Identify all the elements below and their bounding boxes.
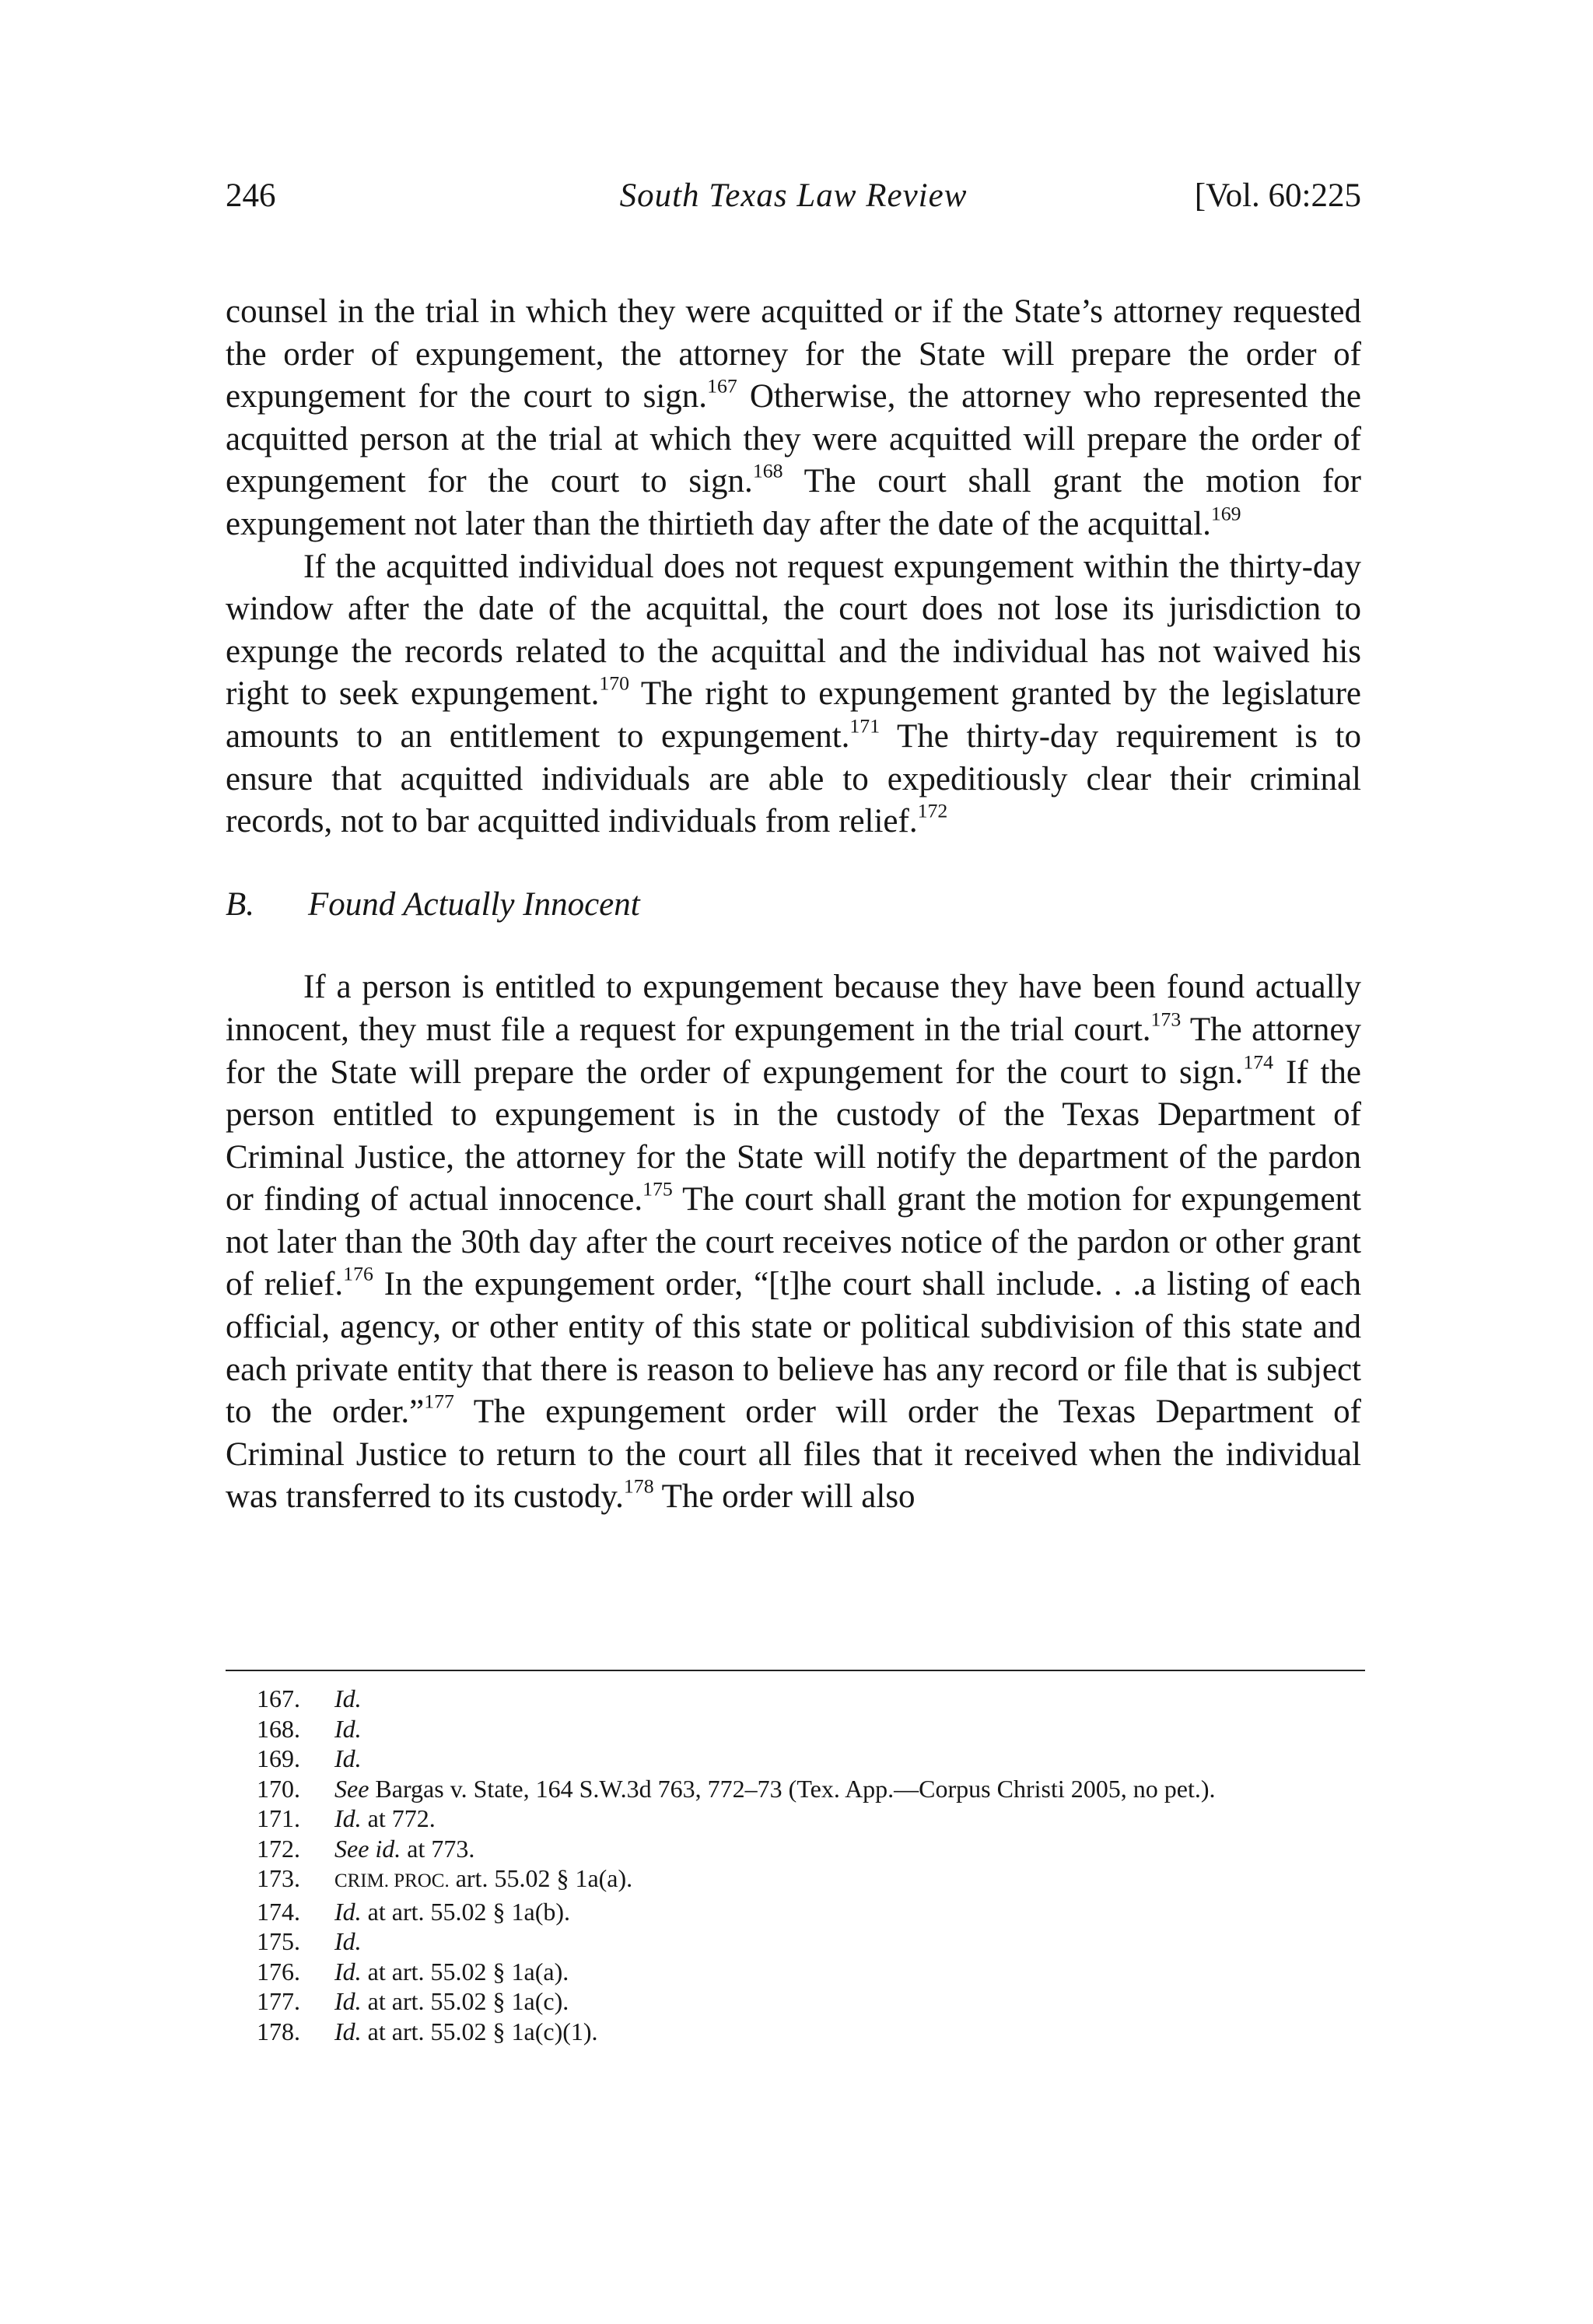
footnote-number: 168.	[257, 1714, 300, 1743]
footnote-text: Id. at art. 55.02 § 1a(c).	[334, 1987, 569, 2015]
text-run: If the person entitled to expungement is in the custody of the Texas Department of Criminal Justice, the attorney for the State will notify the department of the pardon or finding of actual innocence.	[226, 1053, 1361, 1218]
footnote	[226, 1744, 1365, 1774]
footnote-number: 175.	[257, 1927, 300, 1955]
footnote-number: 174.	[257, 1897, 300, 1926]
footnotes	[226, 1684, 1365, 2046]
footnote-ref[interactable]: 175	[642, 1177, 673, 1201]
footnote-ref[interactable]: 169	[1210, 502, 1241, 525]
journal-title-text: South Texas Law Review	[619, 177, 968, 214]
footnote-divider	[226, 1670, 1365, 1671]
footnote-number: 170.	[257, 1774, 300, 1803]
running-header	[226, 173, 1361, 219]
footnote-number: 178.	[257, 2017, 300, 2045]
footnote	[226, 1957, 1365, 1987]
footnote	[226, 1803, 1365, 1834]
footnote-text: Id. at 772.	[334, 1804, 436, 1832]
text-run: The right to expungement granted by the legislature amounts to an entitlement to expungement.	[226, 675, 1361, 755]
footnote	[226, 1863, 1365, 1897]
footnote-number: 173.	[257, 1864, 300, 1892]
footnote-number: 167.	[257, 1684, 300, 1712]
text-run: The court shall grant the motion for expungement not later than the 30th day after the court receives notice of the pardon or other grant of relief.	[226, 1181, 1361, 1303]
footnote	[226, 1897, 1365, 1927]
paragraph-thirty-day	[226, 546, 1361, 843]
section-heading	[226, 884, 1361, 927]
paragraph-continuation	[226, 291, 1361, 546]
footnote-text: CRIM. PROC. art. 55.02 § 1a(a).	[334, 1864, 633, 1892]
text-run: counsel in the trial in which they were acquitted or if the State’s attorney requested the order of expungement, the attorney for the State will prepare the order of expungement for the court to sign.	[226, 293, 1361, 415]
footnote-ref[interactable]: 177	[424, 1390, 454, 1413]
footnote-ref[interactable]: 171	[849, 714, 881, 738]
footnote-ref[interactable]: 174	[1243, 1050, 1274, 1073]
footnote-text: Id. at art. 55.02 § 1a(a).	[334, 1957, 569, 1986]
footnote-text: Id.	[334, 1927, 362, 1955]
footnote-number: 177.	[257, 1987, 300, 2015]
text-run: In the expungement order, “[t]he court shall include. . .a listing of each official, agency, or other entity of this state or political subdivision of this state and each private entity that there is reason to believe has any record or file that is subject to the order.”	[226, 1266, 1361, 1431]
section-letter: B.	[226, 885, 255, 923]
footnote	[226, 1834, 1365, 1864]
footnote-text: Id. at art. 55.02 § 1a(c)(1).	[334, 2017, 598, 2045]
footnote-ref[interactable]: 173	[1150, 1008, 1182, 1031]
footnote	[226, 1986, 1365, 2017]
footnote-ref[interactable]: 170	[599, 671, 630, 695]
footnote-text: Id.	[334, 1714, 362, 1743]
section-title: Found Actually Innocent	[308, 885, 640, 923]
journal-title	[226, 173, 1361, 219]
page-number: 246	[226, 177, 276, 214]
text-run: The attorney for the State will prepare the order of expungement for the court to sign.	[226, 1011, 1361, 1091]
text-run: The order will also	[653, 1478, 916, 1516]
text-run: The thirty-day requirement is to ensure that acquitted individuals are able to expeditiously clear their criminal records, not to bar acquitted individuals from relief.	[226, 717, 1361, 840]
text-run: The expungement order will order the Texas Department of Criminal Justice to return to the court all files that it received when the individual was transferred to its custody.	[226, 1393, 1361, 1516]
footnote	[226, 1926, 1365, 1957]
footnote-ref[interactable]: 172	[917, 799, 948, 822]
text-run: The court shall grant the motion for expungement not later than the thirtieth day after the date of the acquittal.	[226, 463, 1361, 542]
footnote	[226, 2017, 1365, 2047]
paragraph-actual-innocence	[226, 966, 1361, 1519]
footnote-ref[interactable]: 178	[623, 1474, 654, 1498]
footnote-number: 176.	[257, 1957, 300, 1986]
footnote-number: 169.	[257, 1744, 300, 1772]
footnote-ref[interactable]: 167	[707, 374, 737, 398]
article-body	[226, 291, 1361, 1519]
footnote-text: See id. at 773.	[334, 1834, 475, 1863]
text-run: If the acquitted individual does not request expungement within the thirty-day window after the date of the acquittal, the court does not lose its jurisdiction to expunge the records related to the acquittal and the individual has not waived his right to seek expungement.	[226, 548, 1361, 713]
footnote-text: Id.	[334, 1744, 362, 1772]
volume-citation: [Vol. 60:225	[1194, 177, 1361, 214]
text-run: If a person is entitled to expungement because they have been found actually innocent, they must file a request for expungement in the trial court.	[226, 969, 1361, 1048]
footnote	[226, 1774, 1365, 1804]
footnote-text: Id. at art. 55.02 § 1a(b).	[334, 1897, 571, 1926]
footnote-ref[interactable]: 168	[752, 459, 783, 482]
footnote	[226, 1684, 1365, 1714]
footnote-number: 172.	[257, 1834, 300, 1863]
footnote	[226, 1714, 1365, 1744]
footnote-text: See Bargas v. State, 164 S.W.3d 763, 772–73 (Tex. App.—Corpus Christi 2005, no pet.).	[334, 1774, 1216, 1803]
footnote-number: 171.	[257, 1804, 300, 1832]
footnote-text: Id.	[334, 1684, 362, 1712]
text-run: Otherwise, the attorney who represented the acquitted person at the trial at which they were acquitted will prepare the order of expungement for the court to sign.	[226, 378, 1361, 500]
footnote-ref[interactable]: 176	[343, 1262, 373, 1285]
